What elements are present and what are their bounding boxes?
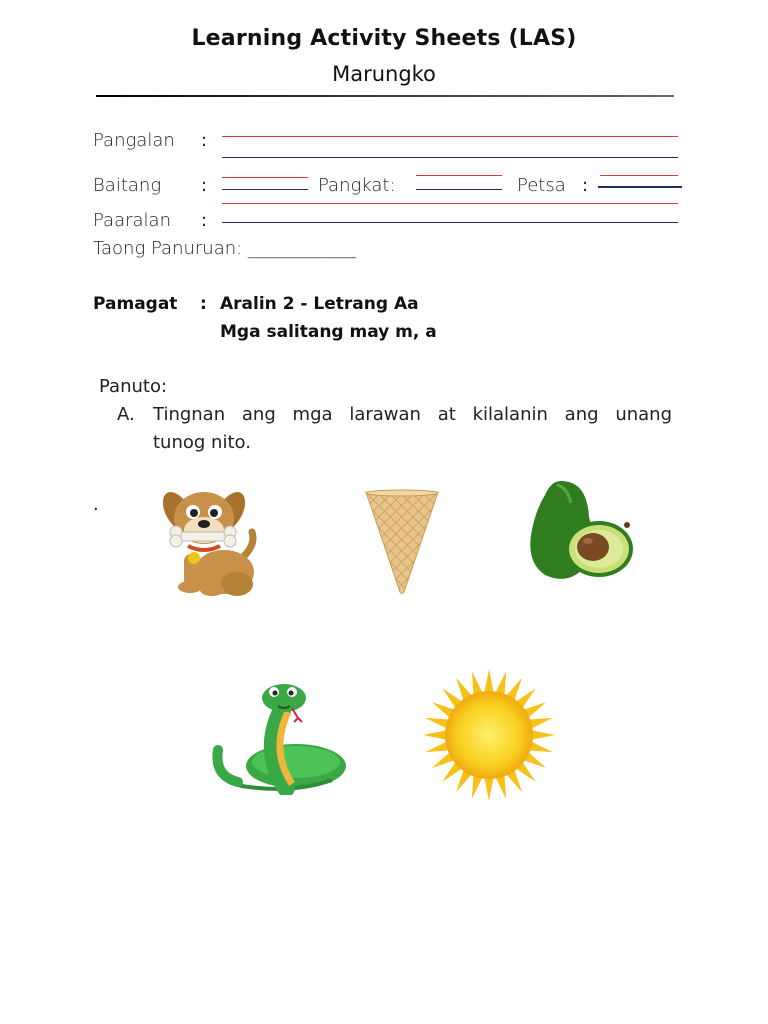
subject-title: Marungko (332, 62, 436, 86)
page-title: Learning Activity Sheets (LAS) (191, 26, 577, 51)
date-label: Petsa (517, 175, 566, 196)
grade-line-red (222, 177, 308, 178)
school-colon: : (201, 210, 208, 231)
lesson-title-line1: Aralin 2 - Letrang Aa (220, 294, 419, 314)
stray-dot: . (93, 494, 99, 515)
instruction-item-letter: A. (117, 404, 135, 425)
avocado-icon (527, 477, 635, 585)
grade-colon: : (201, 175, 208, 196)
sun-icon (420, 668, 558, 802)
school-year-label[interactable]: Taong Panuruan: ____________ (93, 238, 356, 259)
school-label: Paaralan (93, 210, 171, 231)
school-line-blue[interactable] (222, 222, 678, 223)
ice-cream-cone-icon (362, 488, 442, 596)
date-line-blue[interactable] (598, 186, 682, 188)
instructions-heading: Panuto: (99, 376, 168, 397)
section-label: Pangkat: (318, 175, 396, 196)
school-line-red (222, 203, 678, 204)
instruction-item-line1: Tingnan ang mga larawan at kilalanin ang unang (153, 404, 672, 425)
name-colon: : (201, 130, 208, 151)
section-line-red (416, 175, 502, 176)
header-divider (96, 95, 674, 97)
lesson-title-label: Pamagat (93, 294, 178, 314)
date-line-red (600, 175, 678, 176)
lesson-title-line2: Mga salitang may m, a (220, 322, 437, 342)
instruction-item-line2: tunog nito. (153, 432, 251, 453)
section-line-blue[interactable] (416, 189, 502, 190)
name-line-red (222, 136, 678, 137)
dog-icon (152, 484, 262, 599)
lesson-title-colon: : (200, 294, 207, 314)
grade-label: Baitang (93, 175, 162, 196)
date-colon: : (582, 175, 589, 196)
name-line-blue[interactable] (222, 157, 678, 158)
grade-line-blue[interactable] (222, 189, 308, 190)
snake-icon (212, 680, 352, 795)
name-label: Pangalan (93, 130, 175, 151)
